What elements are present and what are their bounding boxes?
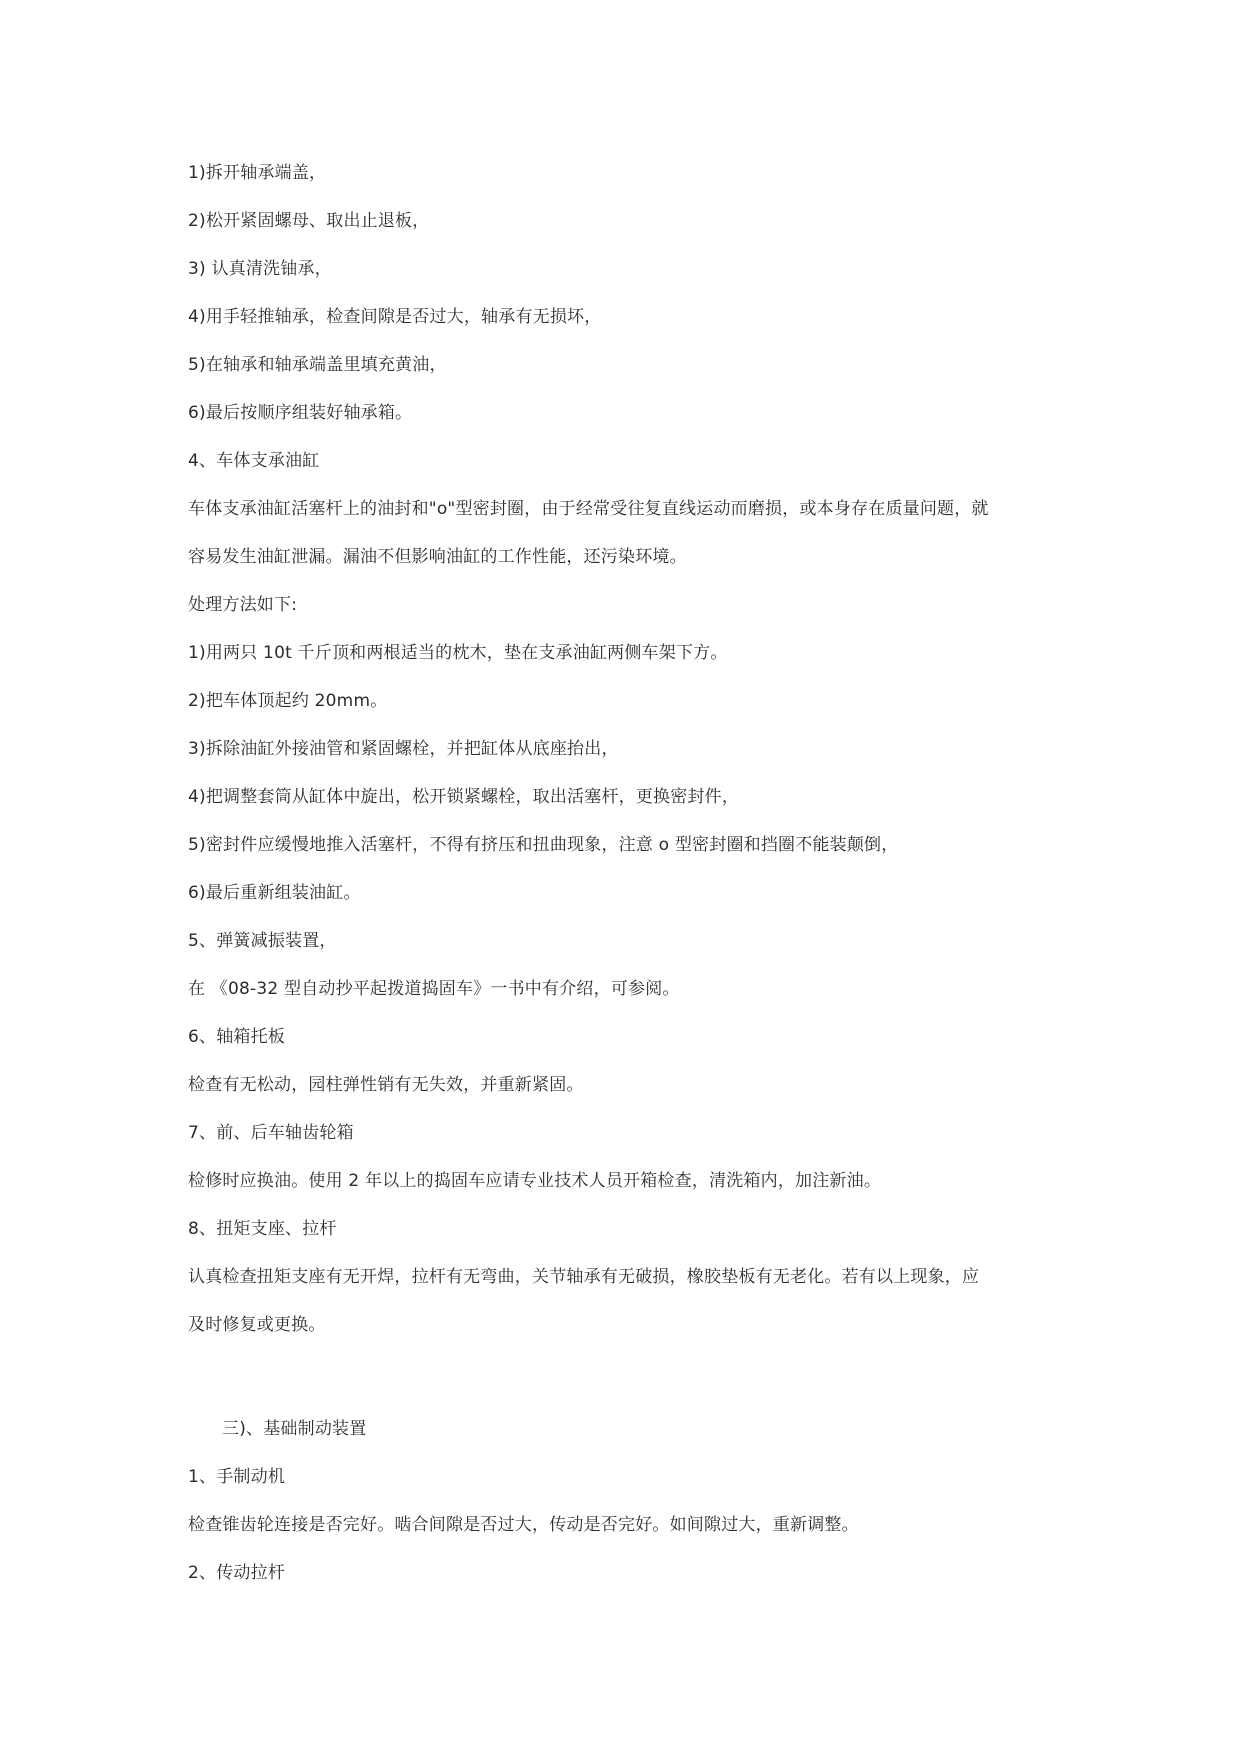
paragraph-line: 容易发生油缸泄漏。漏油不但影响油缸的工作性能，还污染环境。 bbox=[188, 547, 687, 567]
paragraph-line: 检修时应换油。使用 2 年以上的捣固车应请专业技术人员开箱检查，清洗箱内，加注新油。 bbox=[188, 1171, 882, 1191]
step-6-assemble: 6)最后按顺序组装好轴承箱。 bbox=[188, 403, 413, 423]
paragraph-line: 检查锥齿轮连接是否完好。啮合间隙是否过大，传动是否完好。如间隙过大，重新调整。 bbox=[188, 1515, 859, 1535]
method-step-2: 2)把车体顶起约 20mm。 bbox=[188, 691, 388, 711]
section-heading-7: 7、前、后车轴齿轮箱 bbox=[188, 1123, 354, 1143]
section-heading-5: 5、弹簧减振装置， bbox=[188, 931, 337, 951]
paragraph-line: 车体支承油缸活塞杆上的油封和"o"型密封圈，由于经常受往复直线运动而磨损，或本身存在质量问题，就 bbox=[188, 499, 989, 519]
step-3-clean-bearing: 3) 认真清洗铀承， bbox=[188, 259, 332, 279]
subsection-heading-1: 1、手制动机 bbox=[188, 1467, 286, 1487]
method-step-5: 5)密封件应缓慢地推入活塞杆，不得有挤压和扭曲现象，注意 o 型密封圈和挡圈不能装颠倒， bbox=[188, 835, 899, 855]
section-heading-6: 6、轴箱托板 bbox=[188, 1027, 286, 1047]
method-step-6: 6)最后重新组装油缸。 bbox=[188, 883, 361, 903]
section-heading-4: 4、车体支承油缸 bbox=[188, 451, 320, 471]
section-heading-8: 8、扭矩支座、拉杆 bbox=[188, 1219, 337, 1239]
section-heading-part-3: 三)、基础制动装置 bbox=[222, 1419, 367, 1439]
step-5-fill-grease: 5)在轴承和轴承端盖里填充黄油， bbox=[188, 355, 447, 375]
method-intro: 处理方法如下: bbox=[188, 595, 298, 615]
step-4-check-bearing: 4)用手轻推轴承，检查间隙是否过大，轴承有无损坏， bbox=[188, 307, 602, 327]
method-step-3: 3)拆除油缸外接油管和紧固螺栓，并把缸体从底座抬出， bbox=[188, 739, 619, 759]
paragraph-line: 检查有无松动，园柱弹性销有无失效，并重新紧固。 bbox=[188, 1075, 584, 1095]
paragraph-line: 及时修复或更换。 bbox=[188, 1315, 326, 1335]
subsection-heading-2: 2、传动拉杆 bbox=[188, 1563, 286, 1583]
step-2-loosen-nut: 2)松开紧固螺母、取出止退板， bbox=[188, 211, 430, 231]
paragraph-line: 认真检查扭矩支座有无开焊，拉杆有无弯曲，关节轴承有无破损，橡胶垫板有无老化。若有以上现象，应 bbox=[188, 1267, 980, 1287]
step-1-remove-bearing-cover: 1)拆开轴承端盖， bbox=[188, 163, 327, 183]
paragraph-line: 在 《08-32 型自动抄平起拨道捣固车》一书中有介绍，可参阅。 bbox=[188, 979, 680, 999]
method-step-4: 4)把调整套筒从缸体中旋出，松开锁紧螺栓，取出活塞杆，更换密封件， bbox=[188, 787, 740, 807]
method-step-1: 1)用两只 10t 千斤顶和两根适当的枕木，垫在支承油缸两侧车架下方。 bbox=[188, 643, 728, 663]
